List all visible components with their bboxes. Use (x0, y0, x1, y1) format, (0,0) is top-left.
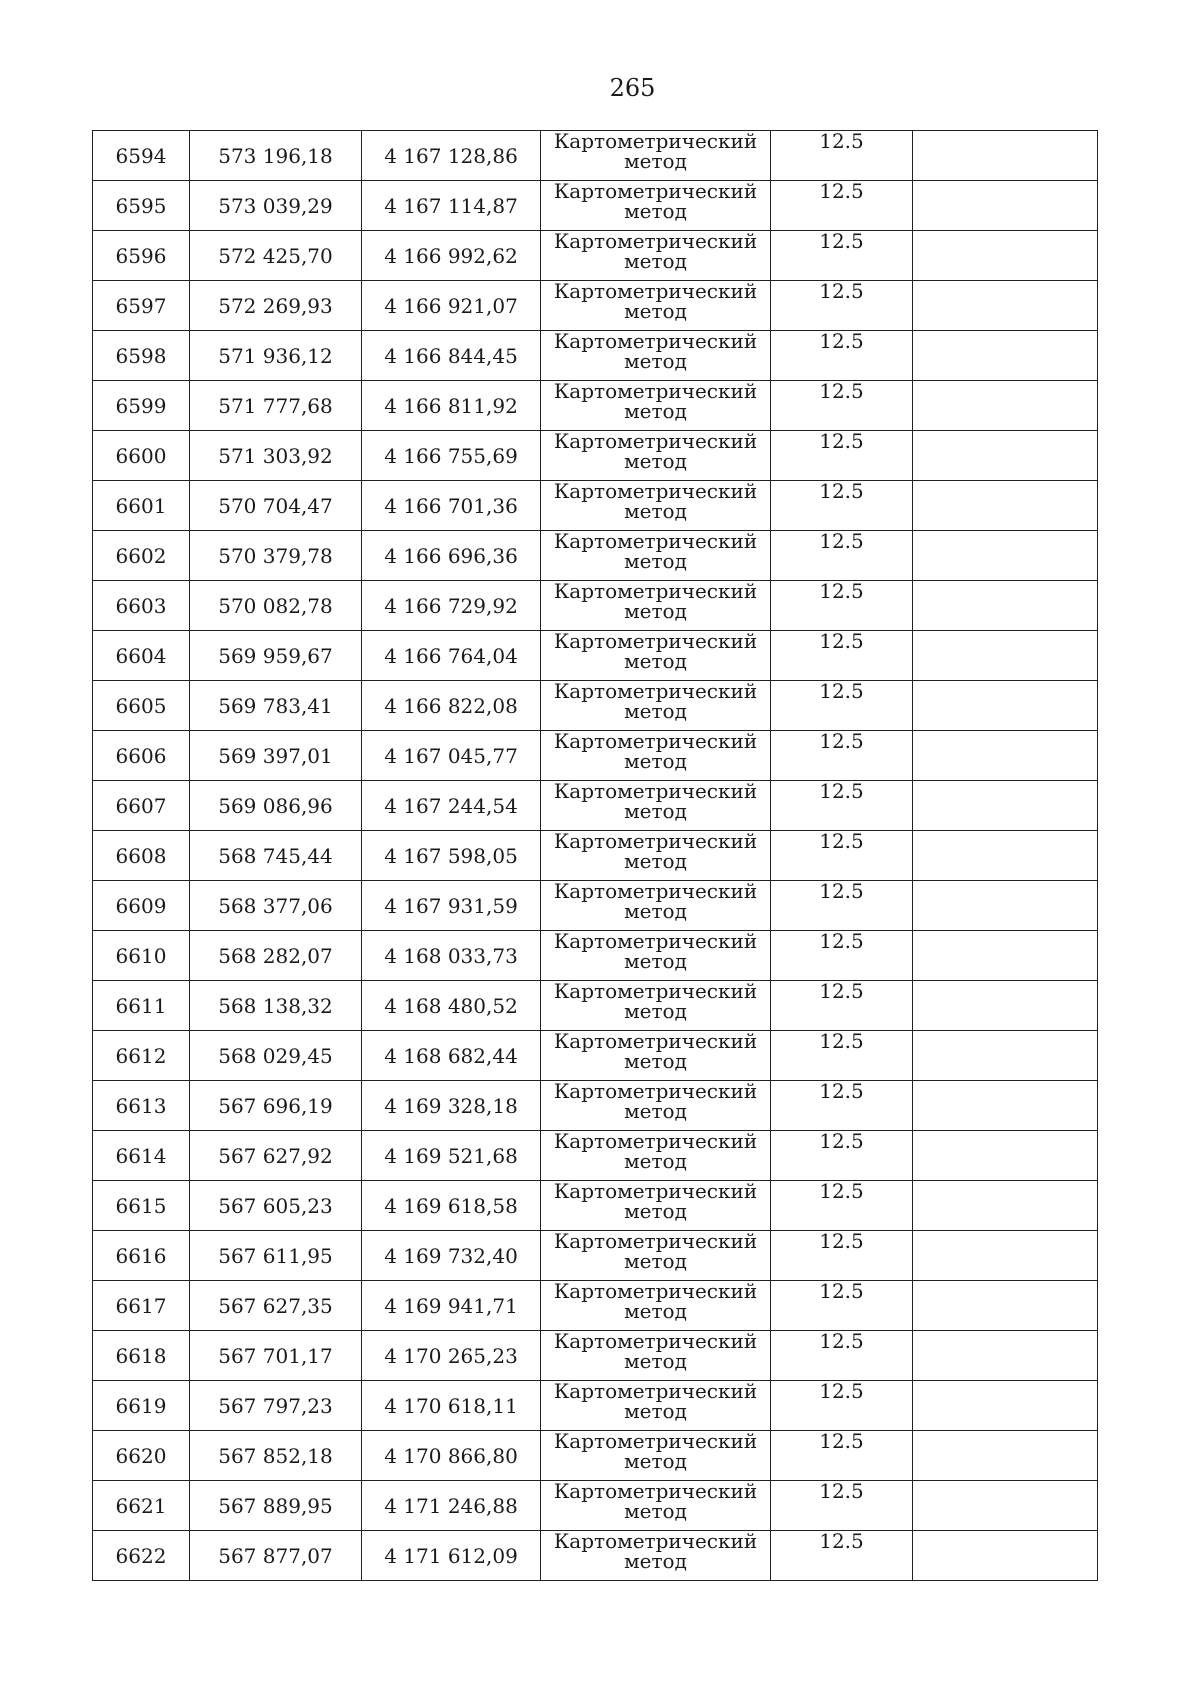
x-coordinate-cell: 573 196,18 (190, 131, 362, 181)
note-cell (913, 1531, 1098, 1581)
x-coordinate-cell: 568 282,07 (190, 931, 362, 981)
point-number-cell: 6607 (93, 781, 190, 831)
note-cell (913, 131, 1098, 181)
accuracy-cell: 12.5 (771, 1081, 913, 1131)
note-cell (913, 1081, 1098, 1131)
x-coordinate-cell: 572 425,70 (190, 231, 362, 281)
table-row (93, 131, 1098, 181)
x-coordinate-cell: 570 704,47 (190, 481, 362, 531)
y-coordinate-cell: 4 169 521,68 (362, 1131, 541, 1181)
x-coordinate-cell: 567 877,07 (190, 1531, 362, 1581)
x-coordinate-cell: 573 039,29 (190, 181, 362, 231)
method-cell: Картометрический метод (541, 1381, 771, 1431)
page-number: 265 (609, 74, 656, 102)
y-coordinate-cell: 4 166 844,45 (362, 331, 541, 381)
table-row (93, 281, 1098, 331)
note-cell (913, 1331, 1098, 1381)
note-cell (913, 731, 1098, 781)
point-number-cell: 6609 (93, 881, 190, 931)
y-coordinate-cell: 4 168 033,73 (362, 931, 541, 981)
x-coordinate-cell: 567 627,35 (190, 1281, 362, 1331)
method-cell: Картометрический метод (541, 1231, 771, 1281)
method-cell: Картометрический метод (541, 781, 771, 831)
y-coordinate-cell: 4 167 244,54 (362, 781, 541, 831)
note-cell (913, 181, 1098, 231)
coordinates-table-body (93, 131, 1098, 1581)
table-row (93, 681, 1098, 731)
point-number-cell: 6602 (93, 531, 190, 581)
note-cell (913, 381, 1098, 431)
point-number-cell: 6611 (93, 981, 190, 1031)
table-row (93, 1231, 1098, 1281)
y-coordinate-cell: 4 166 755,69 (362, 431, 541, 481)
table-row (93, 1481, 1098, 1531)
accuracy-cell: 12.5 (771, 531, 913, 581)
y-coordinate-cell: 4 166 729,92 (362, 581, 541, 631)
y-coordinate-cell: 4 166 764,04 (362, 631, 541, 681)
point-number-cell: 6616 (93, 1231, 190, 1281)
point-number-cell: 6598 (93, 331, 190, 381)
note-cell (913, 581, 1098, 631)
accuracy-cell: 12.5 (771, 131, 913, 181)
note-cell (913, 881, 1098, 931)
point-number-cell: 6619 (93, 1381, 190, 1431)
y-coordinate-cell: 4 167 931,59 (362, 881, 541, 931)
y-coordinate-cell: 4 171 246,88 (362, 1481, 541, 1531)
table-row (93, 581, 1098, 631)
accuracy-cell: 12.5 (771, 231, 913, 281)
note-cell (913, 1281, 1098, 1331)
table-row (93, 1031, 1098, 1081)
note-cell (913, 781, 1098, 831)
method-cell: Картометрический метод (541, 631, 771, 681)
note-cell (913, 1231, 1098, 1281)
point-number-cell: 6610 (93, 931, 190, 981)
accuracy-cell: 12.5 (771, 931, 913, 981)
point-number-cell: 6601 (93, 481, 190, 531)
note-cell (913, 1481, 1098, 1531)
x-coordinate-cell: 571 303,92 (190, 431, 362, 481)
table-row (93, 1281, 1098, 1331)
point-number-cell: 6594 (93, 131, 190, 181)
method-cell: Картометрический метод (541, 881, 771, 931)
method-cell: Картометрический метод (541, 1281, 771, 1331)
method-cell: Картометрический метод (541, 681, 771, 731)
x-coordinate-cell: 568 377,06 (190, 881, 362, 931)
table-row (93, 1331, 1098, 1381)
y-coordinate-cell: 4 169 732,40 (362, 1231, 541, 1281)
point-number-cell: 6605 (93, 681, 190, 731)
accuracy-cell: 12.5 (771, 1131, 913, 1181)
accuracy-cell: 12.5 (771, 581, 913, 631)
table-row (93, 981, 1098, 1031)
note-cell (913, 981, 1098, 1031)
accuracy-cell: 12.5 (771, 181, 913, 231)
point-number-cell: 6622 (93, 1531, 190, 1581)
x-coordinate-cell: 567 852,18 (190, 1431, 362, 1481)
note-cell (913, 481, 1098, 531)
accuracy-cell: 12.5 (771, 1381, 913, 1431)
table-row (93, 1531, 1098, 1581)
table-row (93, 1081, 1098, 1131)
y-coordinate-cell: 4 166 696,36 (362, 531, 541, 581)
table-row (93, 531, 1098, 581)
x-coordinate-cell: 572 269,93 (190, 281, 362, 331)
coordinates-table (92, 130, 1098, 1581)
note-cell (913, 531, 1098, 581)
point-number-cell: 6597 (93, 281, 190, 331)
table-row (93, 431, 1098, 481)
x-coordinate-cell: 570 082,78 (190, 581, 362, 631)
y-coordinate-cell: 4 167 128,86 (362, 131, 541, 181)
method-cell: Картометрический метод (541, 1181, 771, 1231)
x-coordinate-cell: 567 701,17 (190, 1331, 362, 1381)
x-coordinate-cell: 567 611,95 (190, 1231, 362, 1281)
x-coordinate-cell: 567 627,92 (190, 1131, 362, 1181)
point-number-cell: 6606 (93, 731, 190, 781)
note-cell (913, 431, 1098, 481)
accuracy-cell: 12.5 (771, 731, 913, 781)
y-coordinate-cell: 4 171 612,09 (362, 1531, 541, 1581)
y-coordinate-cell: 4 167 045,77 (362, 731, 541, 781)
accuracy-cell: 12.5 (771, 981, 913, 1031)
point-number-cell: 6603 (93, 581, 190, 631)
y-coordinate-cell: 4 166 992,62 (362, 231, 541, 281)
point-number-cell: 6621 (93, 1481, 190, 1531)
x-coordinate-cell: 571 777,68 (190, 381, 362, 431)
y-coordinate-cell: 4 168 480,52 (362, 981, 541, 1031)
y-coordinate-cell: 4 170 866,80 (362, 1431, 541, 1481)
accuracy-cell: 12.5 (771, 1331, 913, 1381)
x-coordinate-cell: 567 696,19 (190, 1081, 362, 1131)
point-number-cell: 6617 (93, 1281, 190, 1331)
note-cell (913, 281, 1098, 331)
point-number-cell: 6613 (93, 1081, 190, 1131)
accuracy-cell: 12.5 (771, 281, 913, 331)
note-cell (913, 631, 1098, 681)
accuracy-cell: 12.5 (771, 1481, 913, 1531)
note-cell (913, 931, 1098, 981)
accuracy-cell: 12.5 (771, 1431, 913, 1481)
table-row (93, 731, 1098, 781)
y-coordinate-cell: 4 170 265,23 (362, 1331, 541, 1381)
table-row (93, 1181, 1098, 1231)
accuracy-cell: 12.5 (771, 381, 913, 431)
accuracy-cell: 12.5 (771, 681, 913, 731)
table-row (93, 231, 1098, 281)
accuracy-cell: 12.5 (771, 1281, 913, 1331)
method-cell: Картометрический метод (541, 831, 771, 881)
y-coordinate-cell: 4 169 618,58 (362, 1181, 541, 1231)
accuracy-cell: 12.5 (771, 481, 913, 531)
table-row (93, 481, 1098, 531)
accuracy-cell: 12.5 (771, 331, 913, 381)
method-cell: Картометрический метод (541, 1081, 771, 1131)
method-cell: Картометрический метод (541, 1431, 771, 1481)
y-coordinate-cell: 4 167 114,87 (362, 181, 541, 231)
point-number-cell: 6604 (93, 631, 190, 681)
table-row (93, 1381, 1098, 1431)
method-cell: Картометрический метод (541, 981, 771, 1031)
accuracy-cell: 12.5 (771, 781, 913, 831)
x-coordinate-cell: 570 379,78 (190, 531, 362, 581)
method-cell: Картометрический метод (541, 581, 771, 631)
method-cell: Картометрический метод (541, 531, 771, 581)
point-number-cell: 6595 (93, 181, 190, 231)
accuracy-cell: 12.5 (771, 831, 913, 881)
y-coordinate-cell: 4 168 682,44 (362, 1031, 541, 1081)
accuracy-cell: 12.5 (771, 1531, 913, 1581)
method-cell: Картометрический метод (541, 931, 771, 981)
accuracy-cell: 12.5 (771, 1231, 913, 1281)
y-coordinate-cell: 4 170 618,11 (362, 1381, 541, 1431)
method-cell: Картометрический метод (541, 1531, 771, 1581)
method-cell: Картометрический метод (541, 231, 771, 281)
table-row (93, 881, 1098, 931)
x-coordinate-cell: 571 936,12 (190, 331, 362, 381)
y-coordinate-cell: 4 166 822,08 (362, 681, 541, 731)
accuracy-cell: 12.5 (771, 1181, 913, 1231)
table-row (93, 831, 1098, 881)
method-cell: Картометрический метод (541, 1481, 771, 1531)
x-coordinate-cell: 568 745,44 (190, 831, 362, 881)
method-cell: Картометрический метод (541, 131, 771, 181)
point-number-cell: 6620 (93, 1431, 190, 1481)
note-cell (913, 1181, 1098, 1231)
table-row (93, 381, 1098, 431)
note-cell (913, 681, 1098, 731)
x-coordinate-cell: 568 138,32 (190, 981, 362, 1031)
x-coordinate-cell: 567 889,95 (190, 1481, 362, 1531)
method-cell: Картометрический метод (541, 1131, 771, 1181)
y-coordinate-cell: 4 169 941,71 (362, 1281, 541, 1331)
accuracy-cell: 12.5 (771, 631, 913, 681)
note-cell (913, 331, 1098, 381)
y-coordinate-cell: 4 166 701,36 (362, 481, 541, 531)
note-cell (913, 831, 1098, 881)
point-number-cell: 6599 (93, 381, 190, 431)
x-coordinate-cell: 569 086,96 (190, 781, 362, 831)
method-cell: Картометрический метод (541, 1331, 771, 1381)
point-number-cell: 6612 (93, 1031, 190, 1081)
x-coordinate-cell: 567 797,23 (190, 1381, 362, 1431)
method-cell: Картометрический метод (541, 731, 771, 781)
x-coordinate-cell: 569 397,01 (190, 731, 362, 781)
x-coordinate-cell: 568 029,45 (190, 1031, 362, 1081)
x-coordinate-cell: 569 959,67 (190, 631, 362, 681)
y-coordinate-cell: 4 166 921,07 (362, 281, 541, 331)
method-cell: Картометрический метод (541, 431, 771, 481)
x-coordinate-cell: 569 783,41 (190, 681, 362, 731)
table-row (93, 181, 1098, 231)
y-coordinate-cell: 4 166 811,92 (362, 381, 541, 431)
point-number-cell: 6618 (93, 1331, 190, 1381)
note-cell (913, 1131, 1098, 1181)
accuracy-cell: 12.5 (771, 1031, 913, 1081)
table-row (93, 331, 1098, 381)
method-cell: Картометрический метод (541, 331, 771, 381)
method-cell: Картометрический метод (541, 1031, 771, 1081)
method-cell: Картометрический метод (541, 481, 771, 531)
x-coordinate-cell: 567 605,23 (190, 1181, 362, 1231)
method-cell: Картометрический метод (541, 381, 771, 431)
note-cell (913, 1381, 1098, 1431)
point-number-cell: 6600 (93, 431, 190, 481)
accuracy-cell: 12.5 (771, 881, 913, 931)
point-number-cell: 6615 (93, 1181, 190, 1231)
method-cell: Картометрический метод (541, 181, 771, 231)
point-number-cell: 6614 (93, 1131, 190, 1181)
table-row (93, 1131, 1098, 1181)
note-cell (913, 231, 1098, 281)
y-coordinate-cell: 4 169 328,18 (362, 1081, 541, 1131)
point-number-cell: 6596 (93, 231, 190, 281)
note-cell (913, 1031, 1098, 1081)
table-row (93, 1431, 1098, 1481)
table-row (93, 931, 1098, 981)
y-coordinate-cell: 4 167 598,05 (362, 831, 541, 881)
method-cell: Картометрический метод (541, 281, 771, 331)
note-cell (913, 1431, 1098, 1481)
table-row (93, 781, 1098, 831)
point-number-cell: 6608 (93, 831, 190, 881)
table-row (93, 631, 1098, 681)
accuracy-cell: 12.5 (771, 431, 913, 481)
